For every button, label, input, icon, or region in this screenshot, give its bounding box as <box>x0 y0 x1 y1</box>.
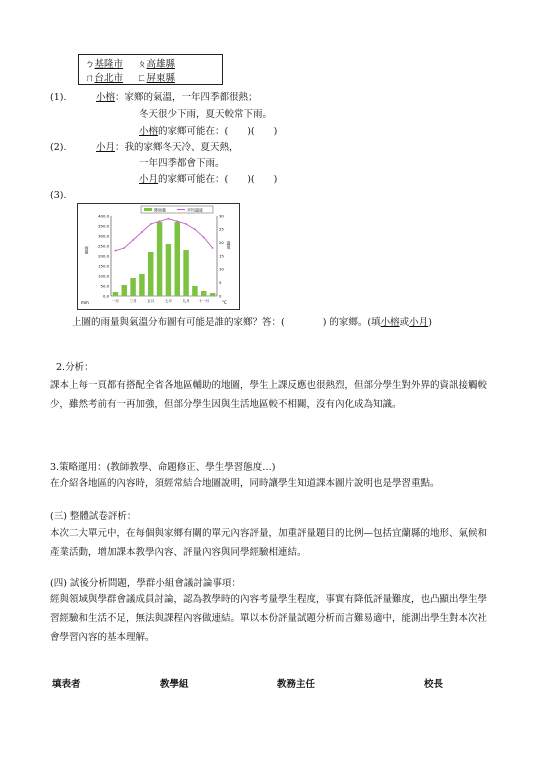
analysis-body: 課本上每一頁都有搭配全省各地區輔助的地圖，學生上課反應也很熱烈，但部分學生對外界的資訊接觸較少，雖然考前有一再加強，但部分學生因與生活地區較不相關，沒有內化成為知識。 <box>50 380 488 410</box>
temperature-point <box>176 220 178 222</box>
q2-number: (2). <box>50 142 67 153</box>
temperature-point <box>203 236 205 238</box>
evaluation-title: (三) 整體試卷評析： <box>50 511 137 522</box>
left-tick-label: 0.0 <box>102 293 109 299</box>
discussion-body: 經與領域與學群會議成員討論，認為教學時的內容考量學生程度，事實有降低評量難度，也凸顯出學生學習經驗和生活不足，無法與課程內容做連結。單以本份評量試題分析而言難易適中，能測出學生對本次社會學習內容的基本理解。 <box>50 594 488 643</box>
q1-line3: 小榕的家鄉可能在：( )( ) <box>139 126 278 137</box>
rain-bar <box>139 274 144 296</box>
option-c: ㄇ台北市 <box>85 73 124 84</box>
right-tick-label: 25 <box>219 226 224 232</box>
x-tick-label: 五月 <box>147 299 155 303</box>
strategy-title: 3.策略運用：(教師教學、命題修正、學生學習態度…) <box>50 462 276 473</box>
temperature-point <box>115 250 117 252</box>
left-tick-label: 50.0 <box>100 283 109 289</box>
temperature-point <box>159 220 161 222</box>
q2-line1: 小月：我的家鄉冬天冷、夏天熱， <box>96 142 239 153</box>
rain-bar <box>122 285 127 296</box>
signature-principal: 校長 <box>424 679 444 690</box>
q3-question: 上圖的雨量與氣溫分布圖有可能是誰的家鄉？答：( ) 的家鄉。(填小榕或小月) <box>72 317 432 328</box>
rain-bar <box>157 222 162 296</box>
right-tick-label: 5 <box>219 279 222 285</box>
rain-bar <box>166 244 171 296</box>
temperature-point <box>185 223 187 225</box>
signature-filler: 填表者 <box>52 679 81 690</box>
temperature-point <box>194 228 196 230</box>
left-axis-label: 雨量 <box>84 246 90 254</box>
chart-legend <box>141 206 213 213</box>
option-d: ㄈ屏東縣 <box>137 73 176 84</box>
right-tick-label: 30 <box>219 213 224 219</box>
rain-bar <box>192 286 197 296</box>
analysis-title: 2.分析： <box>56 362 94 373</box>
discussion-title: (四) 試後分析問題，學群小組會議討論事項： <box>50 578 241 589</box>
rain-bar <box>175 222 180 296</box>
x-unit-right: °C <box>222 300 227 305</box>
evaluation-body: 本次二大單元中，在每個與家鄉有關的單元內容評量，加重評量題目的比例—包括宜蘭縣的地形、氣候和產業活動，增加課本教學內容、評量內容與同學經驗相連結。 <box>50 528 488 558</box>
q1-number: (1). <box>50 92 67 103</box>
temperature-point <box>168 218 170 220</box>
left-tick-label: 350.0 <box>98 223 109 229</box>
x-tick-label: 一月 <box>111 299 120 303</box>
option-a: ㄅ基隆市 <box>85 59 124 70</box>
right-tick-label: 15 <box>219 253 224 259</box>
x-unit-left: mm <box>81 300 89 305</box>
q1-line1: 小榕：家鄉的氣溫，一年四季都很熱； <box>96 92 258 103</box>
q2-line3: 小月的家鄉可能在：( )( ) <box>139 174 278 185</box>
right-tick-label: 0 <box>219 293 222 299</box>
rain-bar <box>130 278 135 296</box>
rain-bar <box>210 293 215 296</box>
right-tick-label: 10 <box>219 266 224 272</box>
signature-teaching-group: 教學組 <box>160 679 189 690</box>
x-tick-label: 七月 <box>164 299 173 303</box>
legend-temp-label: 平均溫度 <box>187 207 203 213</box>
rain-bar <box>148 252 153 296</box>
temperature-point <box>150 223 152 225</box>
left-tick-label: 250.0 <box>98 243 109 249</box>
right-axis-label: 溫度 <box>226 241 232 249</box>
rain-bar <box>113 292 118 296</box>
temperature-point <box>123 247 125 249</box>
rain-temp-chart <box>77 203 240 310</box>
left-tick-label: 150.0 <box>98 263 109 269</box>
rain-bar <box>183 250 188 296</box>
x-tick-label: 九月 <box>182 299 190 303</box>
x-tick-label: 十一月 <box>198 299 210 303</box>
signature-director: 教務主任 <box>277 679 316 690</box>
q1-line2: 冬天很少下雨，夏天較常下雨。 <box>139 109 273 120</box>
x-tick-label: 三月 <box>129 299 137 303</box>
temperature-point <box>132 239 134 241</box>
left-tick-label: 100.0 <box>98 273 109 279</box>
options-box <box>78 54 223 85</box>
legend-rain-label: 降雨量 <box>154 207 166 213</box>
left-tick-label: 400.0 <box>98 213 109 219</box>
rain-bar <box>201 291 206 296</box>
q2-line2: 一年四季都會下雨。 <box>139 158 225 169</box>
left-tick-label: 200.0 <box>98 253 109 259</box>
option-b: ㄆ高雄縣 <box>137 59 176 70</box>
legend-rain-swatch <box>144 208 152 211</box>
left-tick-label: 300.0 <box>98 233 109 239</box>
q3-number: (3). <box>50 190 67 201</box>
right-tick-label: 20 <box>219 239 224 245</box>
strategy-body: 在介紹各地區的內容時，須經常結合地圖說明，同時讓學生知道課本圖片說明也是學習重點。 <box>50 478 440 489</box>
temperature-point <box>141 231 143 233</box>
temperature-point <box>212 247 214 249</box>
